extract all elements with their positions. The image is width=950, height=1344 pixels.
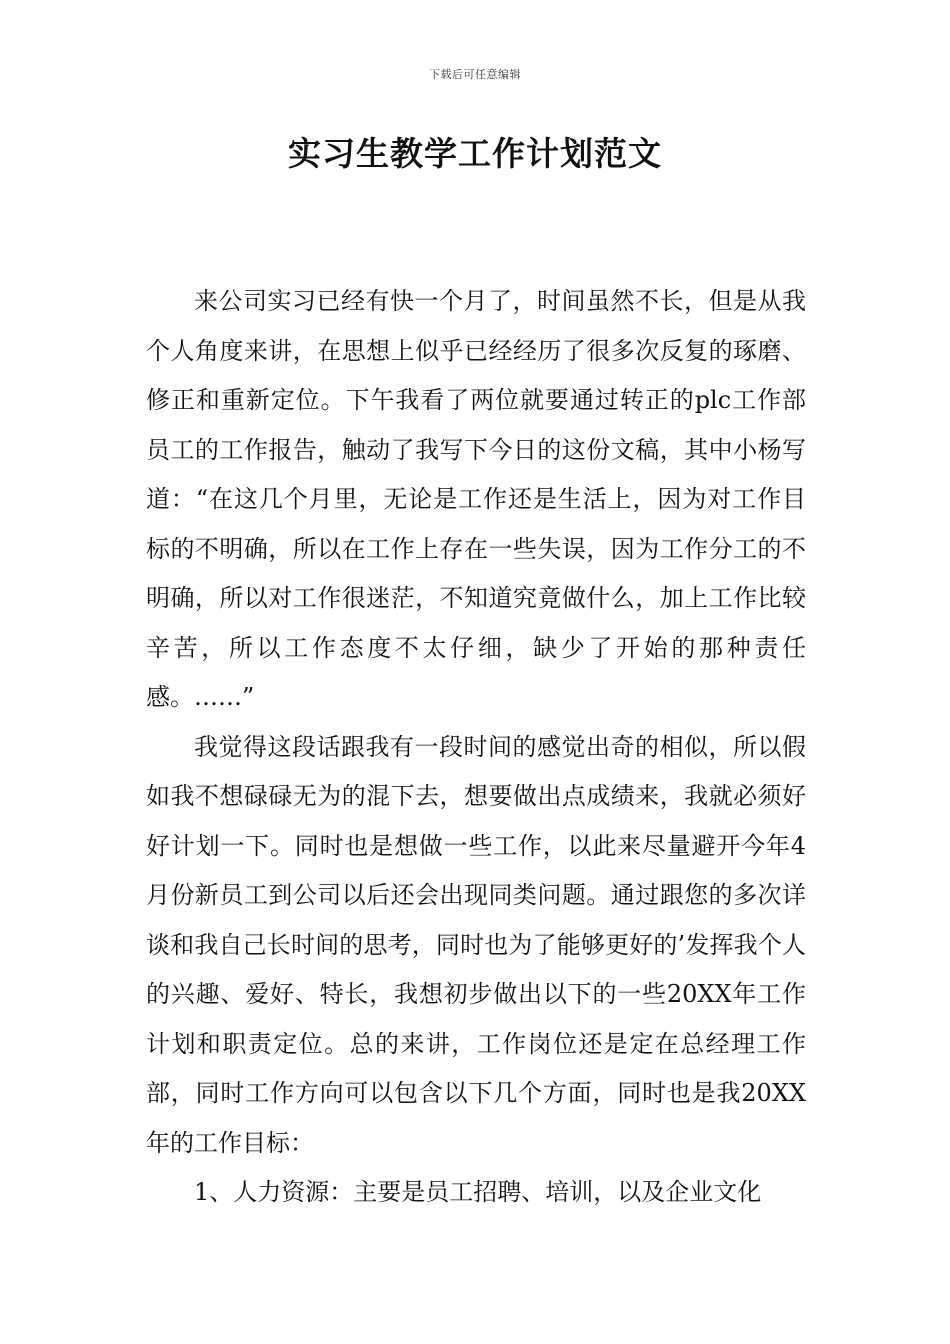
paragraph-2: 我觉得这段话跟我有一段时间的感觉出奇的相似，所以假如我不想碌碌无为的混下去，想要做出点成绩来，我就必须好好计划一下。同时也是想做一些工作，以此来尽量避开今年4月份新员工到公司以后还会出现同类问题。通过跟您的多次详谈和我自己长时间的思考，同时也为了能够更好的’发挥我个人的兴趣、爱好、特长，我想初步做出以下的一些20XX年工作计划和职责定位。总的来讲，工作岗位还是定在总经理工作部，同时工作方向可以包含以下几个方面，同时也是我20XX年的工作目标： (146, 732, 806, 1157)
document-body (146, 277, 806, 1218)
document-title: 实习生教学工作计划范文 (288, 134, 662, 173)
paragraph-3: 1、人力资源：主要是员工招聘、培训，以及企业文化 (194, 1178, 762, 1206)
paragraph-1: 来公司实习已经有快一个月了，时间虽然不长，但是从我个人角度来讲，在思想上似乎已经经历了很多次反复的琢磨、修正和重新定位。下午我看了两位就要通过转正的plc工作部员工的工作报告，触动了我写下今日的这份文稿，其中小杨写道：“在这几个月里，无论是工作还是生活上，因为对工作目标的不明确，所以在工作上存在一些失误，因为工作分工的不明确，所以对工作很迷茫，不知道究竟做什么，加上工作比较辛苦，所以工作态度不太仔细，缺少了开始的那种责任感。……” (146, 287, 806, 711)
header-note: 下载后可任意编辑 (429, 68, 521, 81)
